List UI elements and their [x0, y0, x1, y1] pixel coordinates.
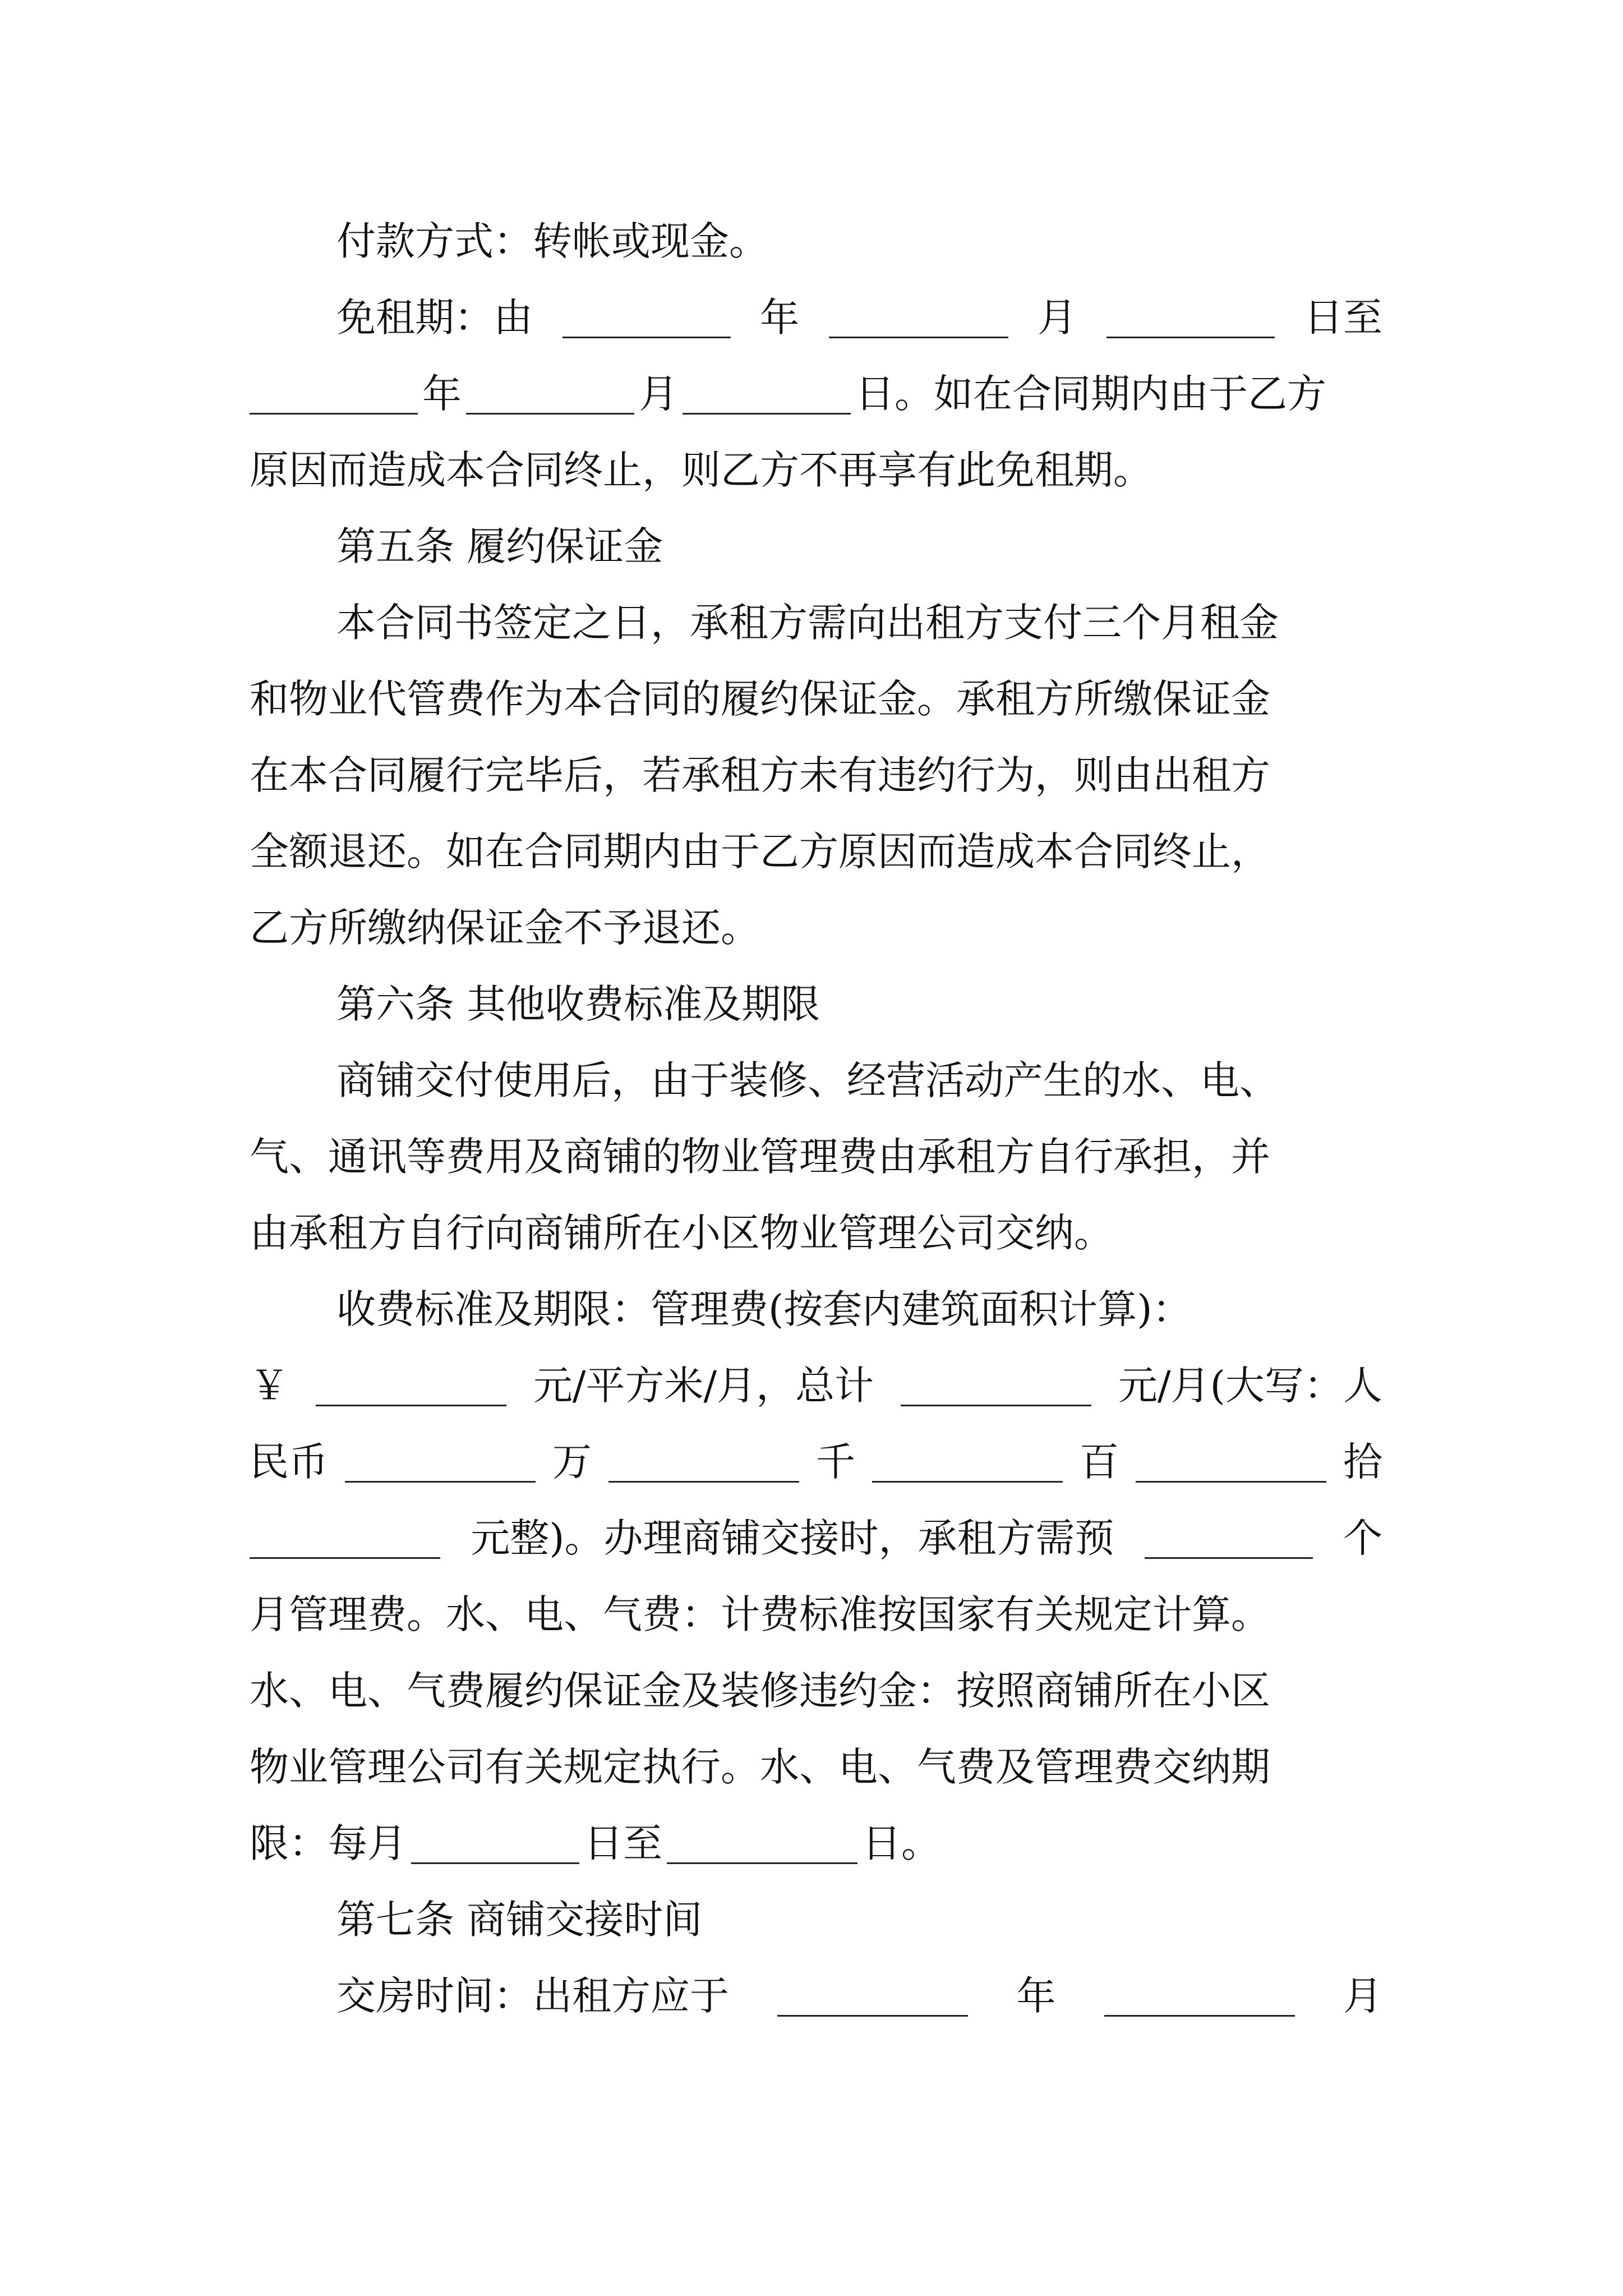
article-7-heading: [336, 1886, 1382, 1953]
handover-time-line: [336, 1962, 1382, 2030]
article-6-heading: [336, 970, 1382, 1038]
paragraph-text: 民币: [250, 1439, 328, 1485]
paragraph-text: 日至: [584, 1820, 662, 1866]
blank-field[interactable]: [829, 297, 1008, 338]
blank-field[interactable]: [777, 1976, 968, 2017]
paragraph-line: [250, 894, 1382, 961]
blank-field[interactable]: [1104, 1976, 1295, 2017]
paragraph-line: [250, 436, 1382, 504]
month-label: 月: [639, 371, 678, 417]
paragraph-line: [250, 665, 1382, 733]
year-label: 年: [422, 371, 462, 417]
paragraph-line: [250, 1733, 1382, 1801]
paragraph-text: 物业管理公司有关规定执行。水、电、气费及管理费交纳期: [250, 1744, 1270, 1790]
paragraph-text: 和物业代管费作为本合同的履约保证金。承租方所缴保证金: [250, 676, 1270, 722]
payment-period-line: [250, 1810, 1382, 1877]
blank-field[interactable]: [466, 374, 634, 415]
paragraph-line: [250, 1199, 1382, 1267]
paragraph-text: 收费标准及期限：管理费(按套内建筑面积计算)：: [336, 1286, 1192, 1332]
amount-in-words-line: [250, 1428, 1382, 1496]
paragraph-text: 本合同书签定之日，承租方需向出租方支付三个月租金: [336, 600, 1279, 646]
paragraph-text: 日。: [862, 1820, 940, 1866]
unit-label: 拾: [1343, 1439, 1382, 1485]
paragraph-text: 元/平方米/月，总计: [533, 1363, 874, 1409]
year-label: 年: [1016, 1973, 1056, 2019]
unit-label: 万: [552, 1439, 592, 1485]
month-label: 月: [1343, 1973, 1382, 2019]
paragraph-text: 乙方所缴纳保证金不予退还。: [250, 905, 760, 951]
article-heading-text: 第六条 其他收费标准及期限: [336, 981, 820, 1027]
month-label: 月: [1038, 295, 1077, 341]
paragraph-text: 限：每月: [250, 1820, 407, 1866]
payment-method-line: [336, 208, 1382, 275]
paragraph-line: [250, 1581, 1382, 1648]
blank-field[interactable]: [872, 1442, 1063, 1483]
paragraph-line: [250, 742, 1382, 809]
fee-standard-line: [336, 1276, 1382, 1343]
day-to-label: 日至: [1304, 295, 1382, 341]
paragraph-text: 日。如在合同期内由于乙方: [855, 371, 1326, 417]
article-heading-text: 第五条 履约保证金: [336, 523, 663, 569]
paragraph-text: 元整)。办理商铺交接时，承租方需预: [471, 1515, 1114, 1561]
rent-free-label: 免租期：由: [336, 295, 533, 341]
paragraph-line: [336, 1047, 1382, 1114]
paragraph-line: [250, 818, 1382, 885]
unit-label: 千: [816, 1439, 855, 1485]
paragraph-text: 元/月(大写：人: [1118, 1363, 1382, 1409]
paragraph-text: 个: [1343, 1515, 1382, 1561]
blank-field[interactable]: [683, 374, 851, 415]
article-5-heading: [336, 513, 1382, 580]
paragraph-text: 全额退还。如在合同期内由于乙方原因而造成本合同终止，: [250, 829, 1270, 875]
paragraph-line: [250, 1123, 1382, 1190]
article-heading-text: 第七条 商铺交接时间: [336, 1897, 703, 1943]
paragraph-text: 在本合同履行完毕后，若承租方未有违约行为，则由出租方: [250, 752, 1270, 798]
rent-free-line-1: [336, 284, 1382, 351]
blank-field[interactable]: [411, 1823, 579, 1864]
unit-label: 百: [1080, 1439, 1119, 1485]
paragraph-text: 交房时间：出租方应于: [336, 1973, 729, 2019]
paragraph-text: 水、电、气费履约保证金及装修违约金：按照商铺所在小区: [250, 1668, 1270, 1714]
blank-field[interactable]: [901, 1365, 1091, 1406]
paragraph-text: 由承租方自行向商铺所在小区物业管理公司交纳。: [250, 1210, 1113, 1256]
paragraph-line: [250, 1657, 1382, 1724]
paragraph-text: 原因而造成本合同终止，则乙方不再享有此免租期。: [250, 447, 1152, 493]
currency-symbol: ￥: [250, 1363, 289, 1409]
fee-amount-line: [250, 1352, 1382, 1419]
payment-method-text: 付款方式：转帐或现金。: [336, 218, 768, 264]
blank-field[interactable]: [1136, 1442, 1326, 1483]
prepay-line: [250, 1504, 1382, 1572]
rent-free-line-2: [250, 360, 1382, 427]
paragraph-text: 气、通讯等费用及商铺的物业管理费由承租方自行承担，并: [250, 1134, 1270, 1180]
paragraph-line: [336, 589, 1382, 656]
blank-field[interactable]: [250, 1518, 440, 1559]
blank-field[interactable]: [1106, 297, 1275, 338]
blank-field[interactable]: [316, 1365, 506, 1406]
blank-field[interactable]: [250, 374, 418, 415]
blank-field[interactable]: [608, 1442, 799, 1483]
paragraph-text: 月管理费。水、电、气费：计费标准按国家有关规定计算。: [250, 1591, 1270, 1637]
blank-field[interactable]: [562, 297, 731, 338]
paragraph-text: 商铺交付使用后，由于装修、经营活动产生的水、电、: [336, 1057, 1279, 1103]
blank-field[interactable]: [345, 1442, 536, 1483]
blank-field[interactable]: [1145, 1518, 1313, 1559]
blank-field[interactable]: [667, 1823, 857, 1864]
year-label: 年: [760, 295, 799, 341]
